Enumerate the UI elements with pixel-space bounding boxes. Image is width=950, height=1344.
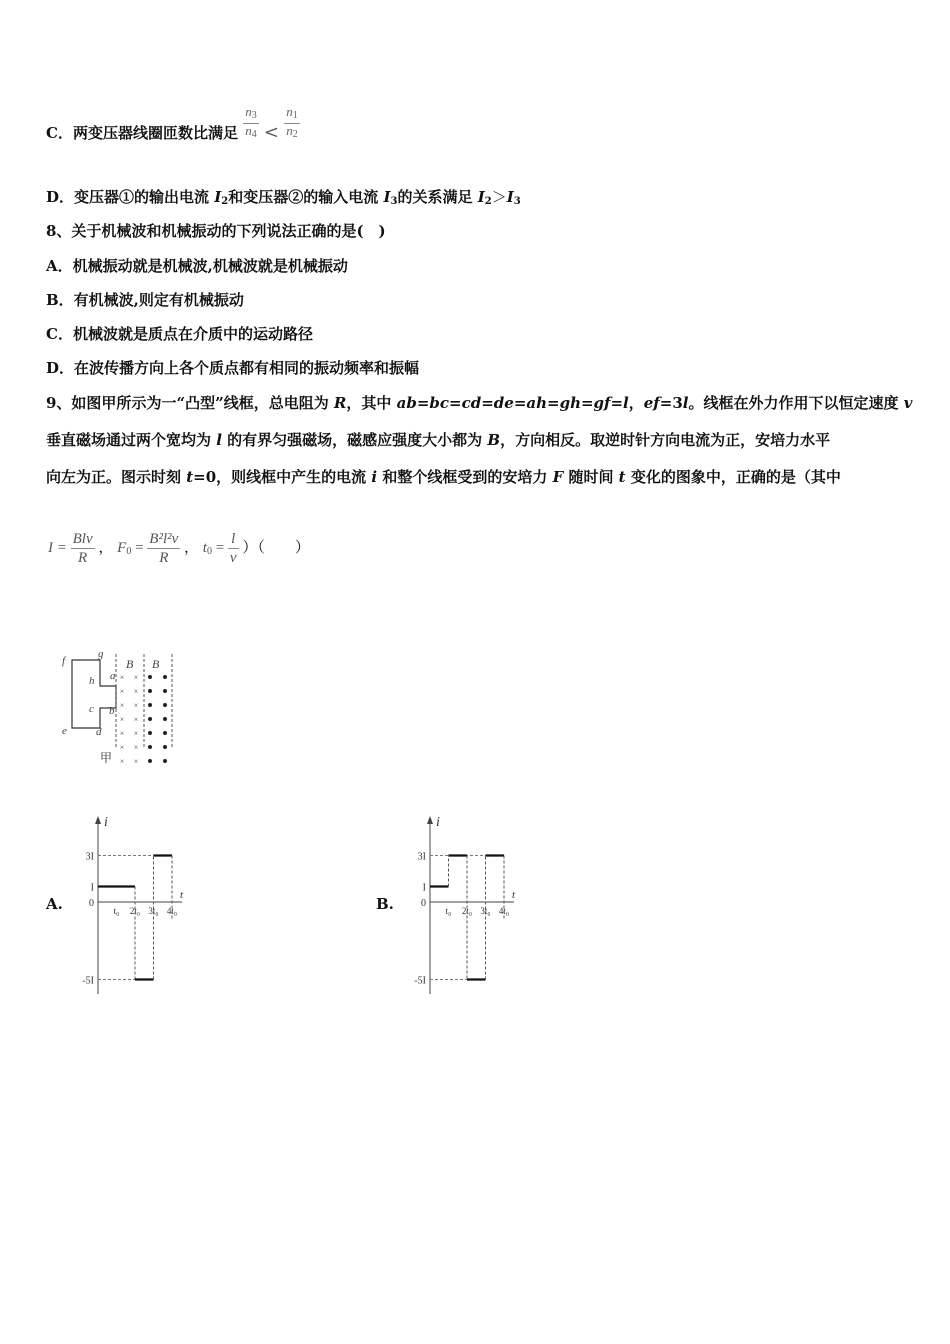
field-into-page-crosses	[120, 673, 139, 766]
vertex-b: b	[109, 705, 115, 717]
cross-mark: ×	[119, 729, 125, 738]
q8-option-a: A．机械振动就是机械波,机械波就是机械振动	[46, 257, 348, 275]
fraction-b2l2v-r: $\frac{\text{B²l²v}}{R}$	[149, 531, 179, 566]
vertex-c: c	[89, 703, 94, 715]
cross-mark: ×	[119, 715, 125, 724]
fraction-n3-n4: $\frac{n_3}{n_4}$	[245, 103, 257, 140]
vertex-g: g	[98, 648, 104, 660]
vertex-a: a	[110, 670, 116, 682]
y-tick-label: 3I	[85, 851, 94, 863]
y-tick-label: 0	[421, 898, 426, 909]
option-a-label: A.	[46, 895, 63, 913]
x-tick-label: t₀	[445, 906, 452, 916]
y-tick-label: -5I	[414, 975, 426, 987]
dot-mark	[148, 703, 152, 707]
y-tick-label: I	[422, 882, 426, 894]
x-tick-label: 2t₀	[461, 906, 473, 916]
figure-caption: 甲	[100, 751, 113, 765]
x-axis-label: t	[512, 889, 516, 901]
dot-mark	[163, 759, 167, 763]
y-tick-label: -5I	[82, 975, 94, 987]
field-out-of-page-dots	[148, 675, 167, 763]
cross-mark: ×	[119, 757, 125, 766]
q9-stem-line3: 向左为正。图示时刻 t=0，则线框中产生的电流 i 和整个线框受到的安培力 F 随时间 t 变化的图象中，正确的是（其中	[46, 468, 841, 486]
q7-option-c-label: C．两变压器线圈匝数比满足	[46, 124, 238, 142]
cross-mark: ×	[133, 729, 139, 738]
cross-mark: ×	[119, 673, 125, 682]
y-axis-label: i	[436, 815, 440, 830]
cross-mark: ×	[119, 701, 125, 710]
fraction-l-v: $\frac{l}{v}$	[229, 531, 237, 566]
x-tick-label: 2t₀	[129, 906, 141, 916]
dot-mark	[163, 703, 167, 707]
y-axis-arrow	[427, 816, 433, 824]
vertex-d: d	[96, 726, 102, 738]
q7-option-d: D．变压器①的输出电流 $I_2$和变压器②的输入电流 $I_3$的关系满足 $I_2>I_3$	[46, 188, 521, 207]
q7-option-c	[46, 103, 300, 143]
dot-mark	[148, 731, 152, 735]
graph-option-b	[398, 812, 538, 1002]
x-tick-label: 3t₀	[148, 906, 159, 916]
dot-mark	[148, 675, 152, 679]
y-tick-label: I	[90, 882, 94, 894]
dot-mark	[148, 717, 152, 721]
dot-mark	[148, 759, 152, 763]
fraction-blv-r: $\frac{\text{Blv}}{R}$	[72, 531, 93, 566]
dot-mark	[148, 745, 152, 749]
cross-mark: ×	[133, 743, 139, 752]
option-b-label: B.	[376, 895, 394, 913]
dot-mark	[163, 717, 167, 721]
q8-option-b: B．有机械波,则定有机械振动	[46, 291, 244, 309]
x-tick-label: 4t₀	[498, 906, 510, 916]
vertex-h: h	[89, 675, 95, 687]
y-tick-label: 0	[89, 898, 94, 909]
graph-option-a	[66, 812, 206, 1002]
q8-stem: 8、关于机械波和机械振动的下列说法正确的是( )	[46, 222, 386, 240]
cross-mark: ×	[119, 743, 125, 752]
dot-mark	[148, 689, 152, 693]
dot-mark	[163, 675, 167, 679]
fraction-n1-n2: $\frac{n_1}{n_2}$	[286, 103, 298, 140]
cross-mark: ×	[133, 715, 139, 724]
x-tick-label: 3t₀	[480, 906, 491, 916]
vertex-f: f	[62, 655, 66, 667]
figure-jia	[56, 648, 196, 768]
y-axis-label: i	[104, 815, 108, 830]
y-tick-label: 3I	[417, 851, 426, 863]
relation-less-than: <	[263, 122, 280, 143]
dot-mark	[163, 731, 167, 735]
dot-mark	[163, 689, 167, 693]
vertex-e: e	[62, 725, 67, 737]
cross-mark: ×	[133, 701, 139, 710]
q8-option-d: D．在波传播方向上各个质点都有相同的振动频率和振幅	[46, 359, 420, 377]
cross-mark: ×	[133, 757, 139, 766]
y-axis-arrow	[95, 816, 101, 824]
cross-mark: ×	[133, 673, 139, 682]
field-label-b2: B	[152, 657, 160, 671]
q9-stem-line2: 垂直磁场通过两个宽均为 l 的有界匀强磁场，磁感应强度大小都为 B，方向相反。取逆时针方向电流为正，安培力水平	[46, 431, 831, 449]
x-tick-label: 4t₀	[166, 906, 178, 916]
q8-option-c: C．机械波就是质点在介质中的运动路径	[46, 325, 313, 343]
cross-mark: ×	[119, 687, 125, 696]
dot-mark	[163, 745, 167, 749]
x-tick-label: t₀	[113, 906, 120, 916]
q9-given-formulas: I = $\frac{\text{Blv}}{R}$ ， $F_0$ = $\frac{\text{B²l²v}}{R}$ ， $t_0$ = $\frac{l}{v}$ ）（ ）	[48, 531, 310, 566]
cross-mark: ×	[133, 687, 139, 696]
q9-stem-line1: 9、如图甲所示为一“凸型”线框，总电阻为 R，其中 ab=bc=cd=de=ah=gh=gf=l，ef=3l。线框在外力作用下以恒定速度 v	[46, 394, 913, 412]
x-axis-label: t	[180, 889, 184, 901]
field-label-b1: B	[126, 657, 134, 671]
